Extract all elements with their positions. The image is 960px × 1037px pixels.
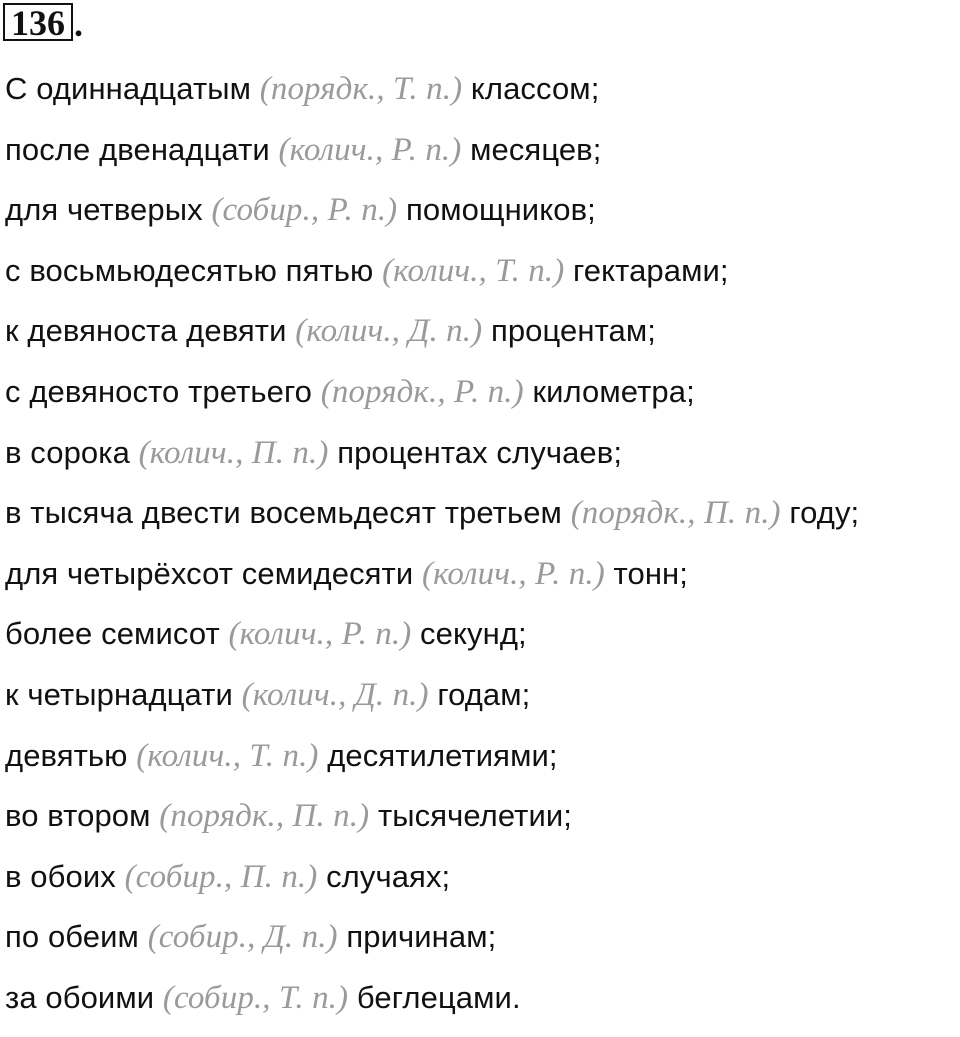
exercise-number-dot: . [74, 4, 83, 44]
answer-line [5, 370, 960, 431]
line-text-after: беглецами. [356, 979, 521, 1015]
line-text-before: С одиннадцатым [5, 71, 252, 106]
grammar-note: (колич., Р. п.) [278, 131, 462, 168]
exercise-number-box: 136 [3, 3, 73, 41]
line-text-before: к девяноста девяти [5, 313, 287, 349]
answer-line [5, 673, 960, 734]
answer-line [5, 855, 960, 916]
grammar-note: (колич., Р. п.) [228, 616, 412, 653]
line-text-after: гектарами; [573, 252, 729, 288]
grammar-note: (собир., П. п.) [124, 858, 318, 895]
answer-line [5, 915, 960, 976]
grammar-note: (колич., Р. п.) [422, 555, 605, 592]
line-text-after: километра; [532, 373, 695, 409]
line-text-after: процентам; [490, 313, 656, 349]
line-text-after: причинам; [346, 919, 497, 955]
grammar-note: (собир., Д. п.) [147, 919, 338, 956]
answer-line [5, 431, 960, 492]
line-text-after: тысячелетии; [377, 798, 573, 834]
answer-line [5, 491, 960, 552]
line-text-after: секунд; [420, 616, 527, 652]
answer-line [5, 794, 960, 855]
line-text-before: в тысяча двести восемьдесят третьем [5, 495, 562, 531]
grammar-note: (колич., Т. п.) [382, 252, 565, 289]
grammar-note: (колич., Т. п.) [136, 737, 319, 774]
line-text-after: годам; [437, 676, 531, 712]
grammar-note: (колич., Д. п.) [241, 676, 429, 713]
answer-lines [5, 67, 960, 1037]
line-text-before: за обоими [5, 979, 155, 1015]
answer-line [5, 552, 960, 613]
line-text-before: с восьмьюдесятью пятью [5, 252, 374, 288]
line-text-before: в обоих [5, 858, 116, 894]
line-text-after: месяцев; [470, 131, 602, 167]
line-text-after: десятилетиями; [327, 737, 558, 773]
line-text-after: помощников; [406, 192, 596, 228]
line-text-before: с девяносто третьего [5, 373, 313, 409]
exercise-number [3, 3, 83, 44]
line-text-after: случаях; [326, 858, 451, 894]
answer-line [5, 309, 960, 370]
answer-line [5, 67, 960, 128]
line-text-before: после двенадцати [5, 131, 270, 167]
answer-line [5, 188, 960, 249]
grammar-note: (порядк., П. п.) [570, 495, 781, 532]
line-text-before: более семисот [5, 616, 220, 652]
line-text-after: классом; [470, 71, 600, 106]
answer-line [5, 734, 960, 795]
grammar-note: (порядк., Р. п.) [320, 373, 524, 410]
line-text-before: в сорока [5, 434, 130, 470]
grammar-note: (собир., Т. п.) [162, 979, 349, 1016]
grammar-note: (колич., П. п.) [138, 434, 329, 471]
line-text-before: к четырнадцати [5, 676, 233, 712]
grammar-note: (порядк., Т. п.) [259, 71, 463, 107]
grammar-note: (собир., Р. п.) [211, 192, 398, 229]
line-text-after: году; [789, 495, 860, 531]
answer-line [5, 976, 960, 1037]
grammar-note: (порядк., П. п.) [159, 798, 370, 835]
line-text-before: по обеим [5, 919, 139, 955]
answer-line [5, 249, 960, 310]
grammar-note: (колич., Д. п.) [295, 313, 483, 350]
line-text-before: девятью [5, 737, 128, 773]
line-text-after: тонн; [613, 555, 688, 591]
answer-line [5, 128, 960, 189]
line-text-before: для четверых [5, 192, 203, 228]
answer-line [5, 612, 960, 673]
line-text-after: процентах случаев; [337, 434, 623, 470]
line-text-before: для четырёхсот семидесяти [5, 555, 414, 591]
line-text-before: во втором [5, 798, 151, 834]
